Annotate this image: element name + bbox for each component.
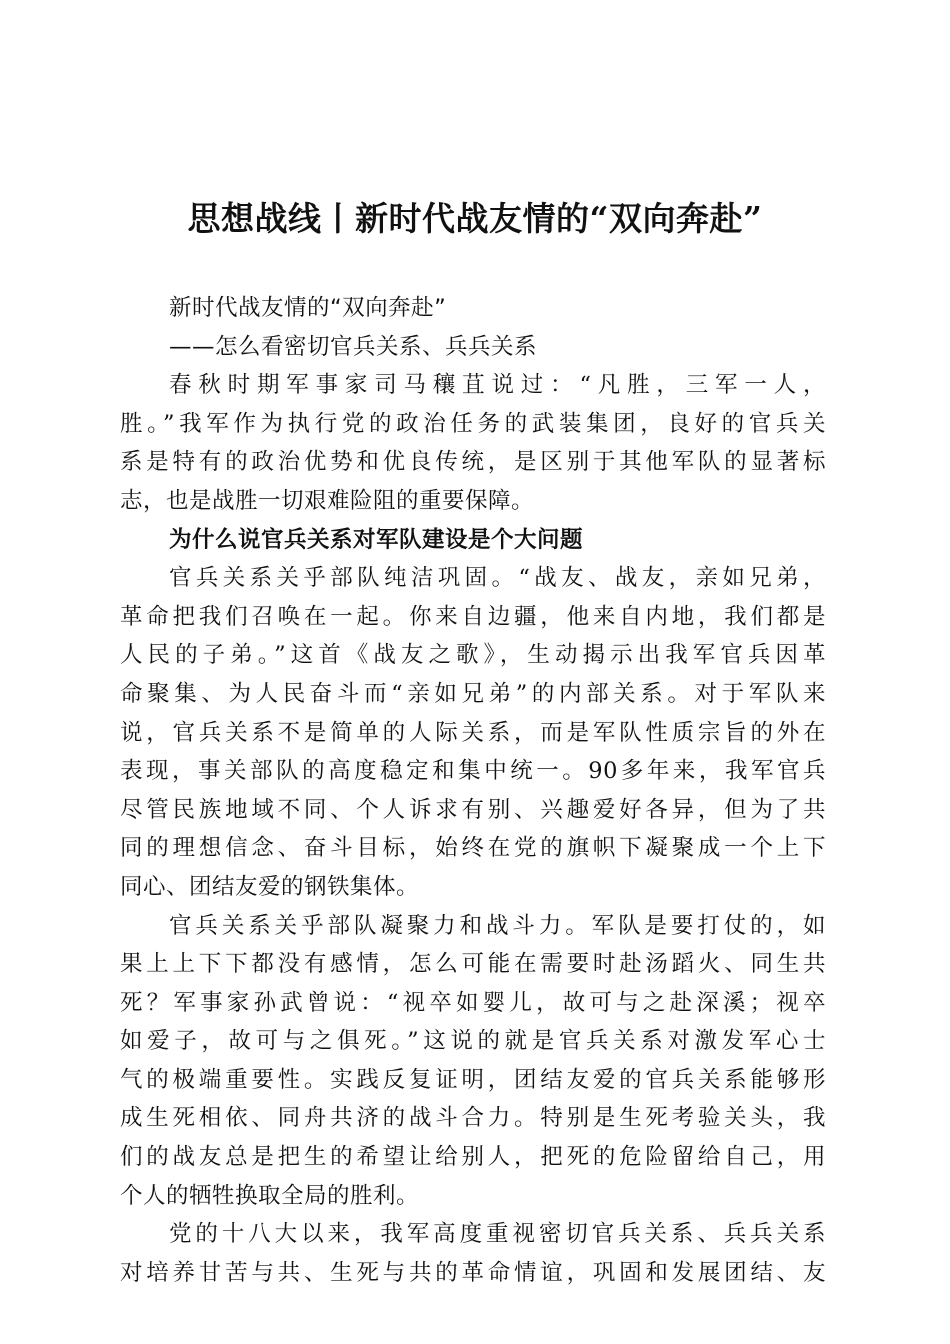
- paragraph-line: 命聚集、为人民奋斗而“亲如兄弟”的内部关系。对于军队来: [120, 680, 826, 707]
- paragraph-line: 胜。”我军作为执行党的政治任务的武装集团，良好的官兵关: [120, 410, 826, 437]
- paragraph-line: 官兵关系关乎部队凝聚力和战斗力。军队是要打仗的，如: [169, 912, 826, 939]
- paragraph-1: [120, 366, 826, 520]
- paragraph-line: 人民的子弟。”这首《战友之歌》，生动揭示出我军官兵因革: [120, 642, 826, 669]
- paragraph-3: [120, 907, 826, 1216]
- paragraph-line: 说，官兵关系不是简单的人际关系，而是军队性质宗旨的外在: [120, 719, 826, 746]
- paragraph-line: 官兵关系关乎部队纯洁巩固。“战友、战友，亲如兄弟，: [169, 565, 826, 592]
- paragraph-line: 同的理想信念、奋斗目标，始终在党的旗帜下凝聚成一个上下: [120, 835, 826, 862]
- paragraph-line: 们的战友总是把生的希望让给别人，把死的危险留给自己，用: [120, 1144, 826, 1171]
- paragraph-2: [120, 559, 826, 906]
- paragraph-line: 党的十八大以来，我军高度重视密切官兵关系、兵兵关系: [169, 1221, 826, 1248]
- subtitle-line-1: 新时代战友情的“双向奔赴”: [169, 295, 447, 321]
- paragraph-line: 如爱子，故可与之俱死。”这说的就是官兵关系对激发军心士: [120, 1028, 826, 1055]
- paragraph-line: 气的极端重要性。实践反复证明，团结友爱的官兵关系能够形: [120, 1066, 826, 1093]
- paragraph-line: 志，也是战胜一切艰难险阻的重要保障。: [120, 487, 535, 514]
- paragraph-line: 同心、团结友爱的钢铁集体。: [120, 873, 420, 900]
- paragraph-line: 死？军事家孙武曾说：“视卒如婴儿，故可与之赴深溪；视卒: [120, 989, 826, 1016]
- paragraph-line: 果上上下下都没有感情，怎么可能在需要时赴汤蹈火、同生共: [120, 951, 826, 978]
- subtitle-line-2: ——怎么看密切官兵关系、兵兵关系: [169, 333, 538, 360]
- paragraph-4: [120, 1215, 826, 1292]
- document-body: [120, 289, 826, 1292]
- section-heading: 为什么说官兵关系对军队建设是个大问题: [169, 526, 584, 553]
- paragraph-line: 革命把我们召唤在一起。你来自边疆，他来自内地，我们都是: [120, 603, 826, 630]
- paragraph-line: 对培养甘苦与共、生死与共的革命情谊，巩固和发展团结、友: [120, 1259, 826, 1286]
- paragraph-line: 系是特有的政治优势和优良传统，是区别于其他军队的显著标: [120, 449, 826, 476]
- paragraph-line: 春秋时期军事家司马穰苴说过：“凡胜，三军一人，: [169, 372, 826, 399]
- paragraph-line: 表现，事关部队的高度稳定和集中统一。90多年来，我军官兵: [120, 758, 826, 785]
- document-title: 思想战线丨新时代战友情的“双向奔赴”: [187, 199, 763, 238]
- paragraph-line: 个人的牺牲换取全局的胜利。: [120, 1182, 420, 1209]
- paragraph-line: 成生死相依、同舟共济的战斗合力。特别是生死考验关头，我: [120, 1105, 826, 1132]
- paragraph-line: 尽管民族地域不同、个人诉求有别、兴趣爱好各异，但为了共: [120, 796, 826, 823]
